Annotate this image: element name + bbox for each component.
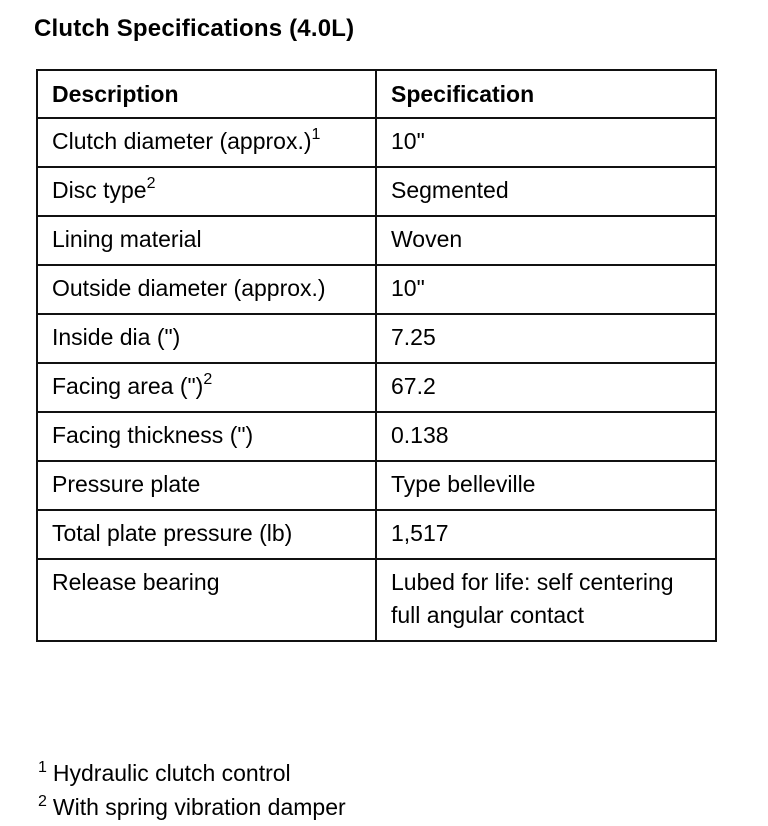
footnote <box>38 790 346 824</box>
specification-cell: 0.138 <box>376 412 716 461</box>
description-text: Pressure plate <box>52 471 201 497</box>
footnote-ref: 2 <box>146 175 156 193</box>
description-cell <box>37 412 376 461</box>
description-text: Facing thickness (") <box>52 422 254 448</box>
column-header-description: Description <box>37 70 376 118</box>
table-row <box>37 461 716 510</box>
description-cell <box>37 314 376 363</box>
table-row <box>37 412 716 461</box>
table-row <box>37 314 716 363</box>
specification-cell: 67.2 <box>376 363 716 412</box>
description-cell <box>37 118 376 167</box>
footnote <box>38 756 346 790</box>
footnote-text: Hydraulic clutch control <box>52 760 291 786</box>
specification-cell: 1,517 <box>376 510 716 559</box>
page-title: Clutch Specifications (4.0L) <box>34 15 355 42</box>
footnote-number: 1 <box>38 759 47 777</box>
specification-cell: Lubed for life: self centering full angular contact <box>376 559 716 641</box>
description-cell <box>37 167 376 216</box>
footnote-ref: 1 <box>311 126 321 144</box>
table-row <box>37 216 716 265</box>
description-text: Disc type <box>52 177 147 203</box>
table-row <box>37 510 716 559</box>
description-cell <box>37 363 376 412</box>
description-cell <box>37 216 376 265</box>
footnote-text: With spring vibration damper <box>52 794 346 820</box>
table-row <box>37 363 716 412</box>
table-row <box>37 559 716 641</box>
description-text: Total plate pressure (lb) <box>52 520 293 546</box>
specification-cell: Woven <box>376 216 716 265</box>
table-row <box>37 118 716 167</box>
column-header-specification: Specification <box>376 70 716 118</box>
description-text: Outside diameter (approx.) <box>52 275 326 301</box>
description-text: Facing area (") <box>52 373 204 399</box>
description-text: Inside dia (") <box>52 324 181 350</box>
footnote-number: 2 <box>38 793 47 811</box>
description-text: Clutch diameter (approx.) <box>52 128 312 154</box>
specification-cell: Type belleville <box>376 461 716 510</box>
footnotes <box>38 756 346 824</box>
footnote-ref: 2 <box>203 371 213 389</box>
description-text: Lining material <box>52 226 202 252</box>
table-row <box>37 167 716 216</box>
specification-cell: 10" <box>376 265 716 314</box>
table-row <box>37 265 716 314</box>
specification-cell: Segmented <box>376 167 716 216</box>
specification-cell: 7.25 <box>376 314 716 363</box>
description-cell <box>37 559 376 641</box>
description-text: Release bearing <box>52 569 220 595</box>
description-cell <box>37 461 376 510</box>
table-header-row <box>37 70 716 118</box>
description-cell <box>37 510 376 559</box>
clutch-spec-table <box>36 69 717 642</box>
specification-cell: 10" <box>376 118 716 167</box>
description-cell <box>37 265 376 314</box>
